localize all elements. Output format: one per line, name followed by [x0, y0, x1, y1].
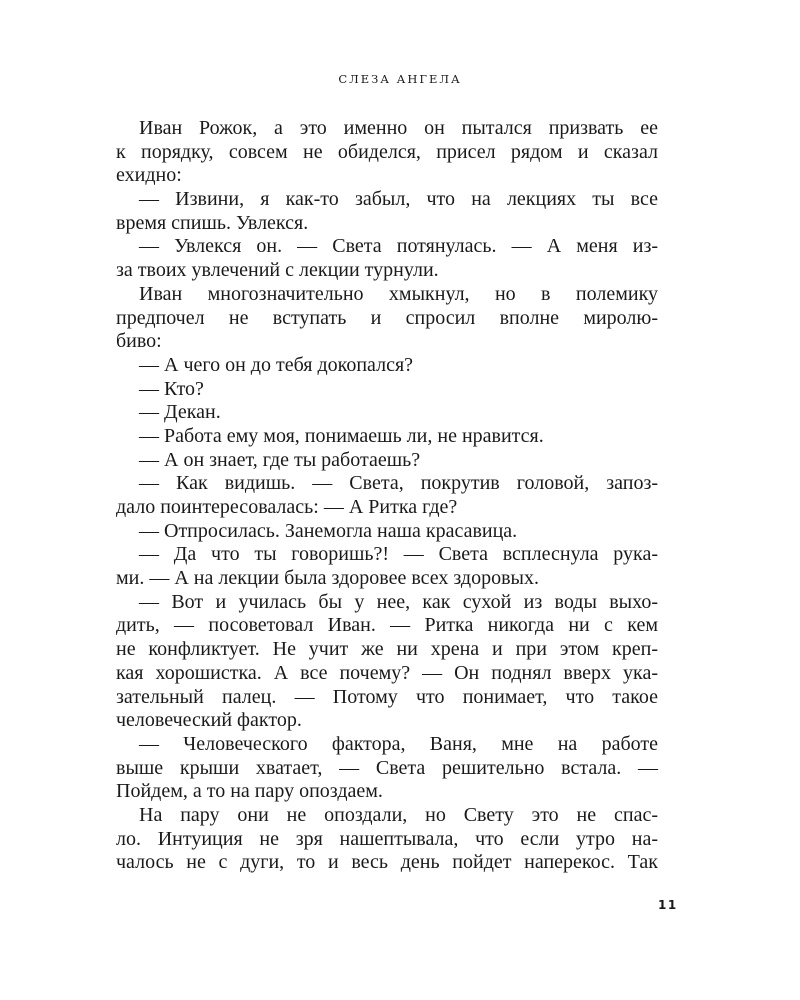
body-text [116, 117, 658, 875]
text-line: Пойдем, а то на пару опоздаем. [116, 780, 383, 803]
text-line: — Увлекся он. — Света потянулась. — А меня из- [139, 235, 658, 258]
text-line: — Человеческого фактора, Ваня, мне на работе [139, 732, 658, 755]
text-line: — Вот и училась бы у нее, как сухой из воды выхо- [139, 590, 658, 613]
text-line: дало поинтересовалась: — А Ритка где? [116, 496, 458, 518]
text-line: ми. — А на лекции была здоровее всех здоровых. [116, 567, 539, 590]
text-line: время спишь. Увлекся. [116, 211, 309, 234]
text-line: человеческий фактор. [116, 709, 302, 732]
text-line: кая хорошистка. А все почему? — Он поднял вверх ука- [116, 661, 658, 684]
text-line: чалось не с дуги, то и весь день пойдет наперекос. Так [116, 851, 658, 874]
text-line: — Отпросилась. Занемогла наша красавица. [139, 519, 518, 542]
text-line: На пару они не опоздали, но Свету это не спас- [139, 803, 658, 826]
text-line: дить, — посоветовал Иван. — Ритка никогда ни с кем [116, 614, 658, 637]
text-line: к порядку, совсем не обиделся, присел рядом и сказал [116, 140, 658, 163]
running-head: СЛЕЗА АНГЕЛА [338, 72, 462, 86]
text-line: — Работа ему моя, понимаешь ли, не нравится. [139, 424, 544, 447]
text-line: биво: [116, 330, 162, 353]
text-line: Иван Рожок, а это именно он пытался призвать ее [139, 117, 658, 139]
text-line: — А чего он до тебя докопался? [139, 353, 414, 376]
text-line: ло. Интуиция не зря нашептывала, что если утро на- [116, 827, 658, 850]
text-line: — Декан. [139, 401, 221, 424]
text-line: — Как видишь. — Света, покрутив головой, запоз- [139, 472, 658, 495]
text-line: зательный палец. — Потому что понимает, что такое [116, 685, 658, 708]
text-line: Иван многозначительно хмыкнул, но в полемику [139, 282, 658, 305]
text-line: — Да что ты говоришь?! — Света всплеснула рука- [139, 543, 658, 566]
text-line: не конфликтует. Не учит же ни хрена и при этом креп- [116, 638, 658, 661]
text-line: выше крыши хватает, — Света решительно встала. — [116, 756, 658, 779]
text-line: — Кто? [139, 377, 204, 400]
text-line: предпочел не вступать и спросил вполне миролю- [116, 306, 658, 329]
text-line: за твоих увлечений с лекции турнули. [116, 259, 439, 282]
page-number: 11 [658, 898, 678, 912]
text-line: ехидно: [116, 164, 182, 187]
text-line: — А он знает, где ты работаешь? [139, 448, 421, 471]
text-line: — Извини, я как-то забыл, что на лекциях ты все [139, 188, 658, 211]
